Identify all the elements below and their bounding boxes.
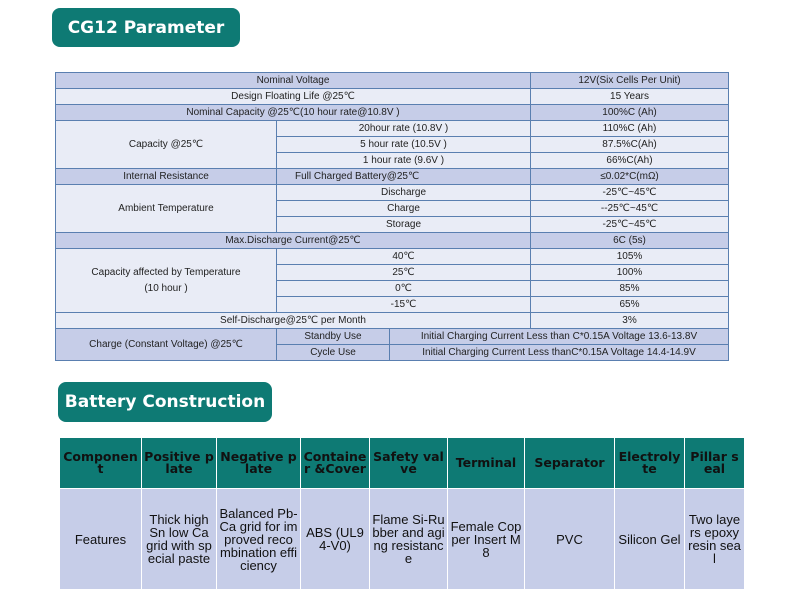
nominal-capacity-label: Nominal Capacity @25℃(10 hour rate@10.8V ) <box>56 105 531 121</box>
construction-features-row <box>60 489 745 590</box>
charge-label: Charge (Constant Voltage) @25℃ <box>56 329 277 361</box>
column-header: Electrolyte <box>615 438 685 489</box>
feature-cell: PVC <box>525 489 615 590</box>
internal-resistance-label: Internal Resistance <box>56 169 277 185</box>
temperature-capacity-value: 105% <box>531 249 729 265</box>
parameter-table <box>55 72 729 361</box>
temperature-label: 40℃ <box>277 249 531 265</box>
feature-cell: Two layers epoxy resin seal <box>685 489 745 590</box>
construction-section-title: Battery Construction <box>58 382 272 422</box>
max-discharge-label: Max.Discharge Current@25℃ <box>56 233 531 249</box>
charge-mode-label: Standby Use <box>277 329 390 345</box>
column-header: Separator <box>525 438 615 489</box>
charge-mode-value: Initial Charging Current Less thanC*0.15A Voltage 14.4-14.9V <box>390 345 729 361</box>
self-discharge-value: 3% <box>531 313 729 329</box>
capacity-rate-label: 1 hour rate (9.6V ) <box>277 153 531 169</box>
table-row <box>56 233 729 249</box>
capacity-by-temperature-label <box>56 249 277 313</box>
capacity-label: Capacity @25℃ <box>56 121 277 169</box>
feature-cell: Balanced Pb-Ca grid for improved recombination efficiency <box>217 489 301 590</box>
temperature-capacity-value: 100% <box>531 265 729 281</box>
ambient-mode-value: --25℃~45℃ <box>531 201 729 217</box>
table-row <box>56 185 729 201</box>
max-discharge-value: 6C (5s) <box>531 233 729 249</box>
parameter-section-title: CG12 Parameter <box>52 8 240 47</box>
construction-table <box>59 437 745 590</box>
feature-cell: Female Copper Insert M8 <box>448 489 525 590</box>
nominal-capacity-value: 100%C (Ah) <box>531 105 729 121</box>
temperature-label: 0℃ <box>277 281 531 297</box>
table-row <box>56 169 729 185</box>
ambient-mode-value: -25℃~45℃ <box>531 185 729 201</box>
ambient-mode-value: -25℃~45℃ <box>531 217 729 233</box>
table-row <box>56 105 729 121</box>
column-header: Terminal <box>448 438 525 489</box>
floating-life-label: Design Floating Life @25℃ <box>56 89 531 105</box>
feature-cell: Flame Si-Rubber and aging resistance <box>370 489 448 590</box>
ambient-mode-label: Charge <box>277 201 531 217</box>
capacity-rate-value: 87.5%C(Ah) <box>531 137 729 153</box>
capacity-rate-value: 66%C(Ah) <box>531 153 729 169</box>
feature-cell: Silicon Gel <box>615 489 685 590</box>
internal-resistance-condition: Full Charged Battery@25℃ <box>277 169 531 185</box>
feature-cell: Features <box>60 489 142 590</box>
self-discharge-label: Self-Discharge@25℃ per Month <box>56 313 531 329</box>
capacity-by-temperature-line2: (10 hour ) <box>144 282 188 294</box>
temperature-label: -15℃ <box>277 297 531 313</box>
internal-resistance-value: ≤0.02*C(mΩ) <box>531 169 729 185</box>
ambient-temperature-label: Ambient Temperature <box>56 185 277 233</box>
feature-cell: Thick high Sn low Ca grid with special paste <box>142 489 217 590</box>
capacity-rate-label: 20hour rate (10.8V ) <box>277 121 531 137</box>
table-row <box>56 121 729 137</box>
column-header: Positive plate <box>142 438 217 489</box>
capacity-rate-value: 110%C (Ah) <box>531 121 729 137</box>
charge-mode-label: Cycle Use <box>277 345 390 361</box>
temperature-capacity-value: 65% <box>531 297 729 313</box>
column-header: Container &Cover <box>301 438 370 489</box>
temperature-label: 25℃ <box>277 265 531 281</box>
table-row <box>56 73 729 89</box>
ambient-mode-label: Storage <box>277 217 531 233</box>
capacity-by-temperature-line1: Capacity affected by Temperature <box>91 266 241 278</box>
table-row <box>56 313 729 329</box>
column-header: Safety valve <box>370 438 448 489</box>
charge-mode-value: Initial Charging Current Less than C*0.15A Voltage 13.6-13.8V <box>390 329 729 345</box>
nominal-voltage-label: Nominal Voltage <box>56 73 531 89</box>
nominal-voltage-value: 12V(Six Cells Per Unit) <box>531 73 729 89</box>
column-header: Component <box>60 438 142 489</box>
ambient-mode-label: Discharge <box>277 185 531 201</box>
column-header: Pillar seal <box>685 438 745 489</box>
table-row <box>56 89 729 105</box>
floating-life-value: 15 Years <box>531 89 729 105</box>
column-header: Negative plate <box>217 438 301 489</box>
table-row <box>56 329 729 345</box>
temperature-capacity-value: 85% <box>531 281 729 297</box>
table-row <box>56 249 729 265</box>
capacity-rate-label: 5 hour rate (10.5V ) <box>277 137 531 153</box>
construction-header-row <box>60 438 745 489</box>
feature-cell: ABS (UL94-V0) <box>301 489 370 590</box>
